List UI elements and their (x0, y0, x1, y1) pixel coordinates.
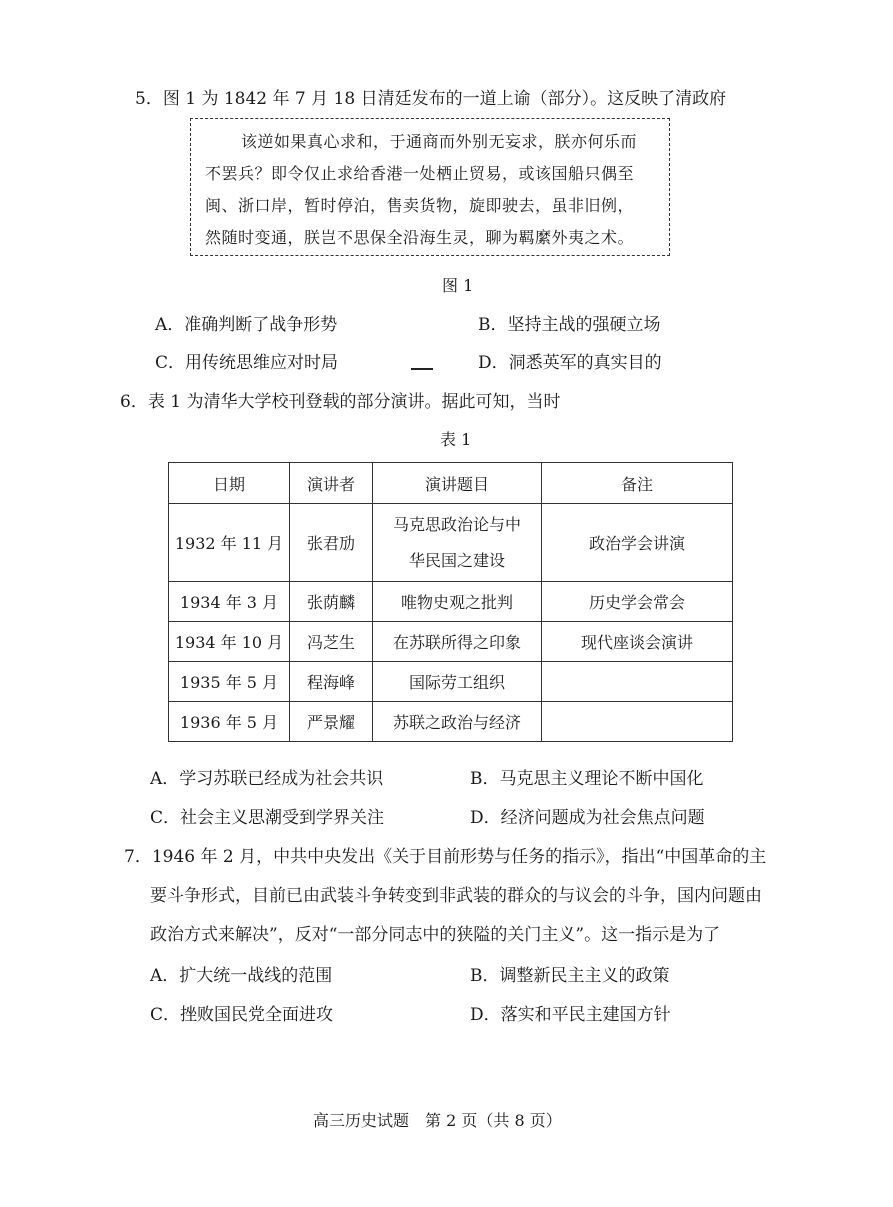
quote-line-1: 该逆如果真心求和，于通商而外别无妄求，朕亦何乐而 (241, 132, 638, 151)
q6-stem: 6．表 1 为清华大学校刊登载的部分演讲。据此可知，当时 (120, 392, 561, 412)
cell-note: 历史学会常会 (542, 582, 733, 622)
cell-title-line-1: 马克思政治论与中 (392, 514, 521, 534)
q6-option-a[interactable]: A．学习苏联已经成为社会共识 (150, 769, 384, 789)
q6-option-c[interactable]: C．社会主义思潮受到学界关注 (150, 808, 385, 828)
table-caption: 表 1 (440, 430, 472, 449)
cell-title (373, 504, 542, 582)
cell-note (542, 702, 733, 742)
quote-line-2: 不罢兵？即令仅止求给香港一处栖止贸易，或该国船只偶至 (205, 164, 635, 183)
cell-date: 1935 年 5 月 (169, 662, 290, 702)
header-title: 演讲题目 (373, 463, 542, 504)
q7-option-b[interactable]: B．调整新民主主义的政策 (470, 966, 670, 986)
quote-line-4: 然随时变通，朕岂不思保全沿海生灵，聊为羁縻外夷之术。 (205, 228, 635, 247)
q5-stem: 5．图 1 为 1842 年 7 月 18 日清廷发布的一道上谕（部分）。这反映了清政府 (135, 89, 727, 109)
header-date: 日期 (169, 463, 290, 504)
cell-speaker: 冯芝生 (290, 622, 373, 662)
q5-option-c[interactable]: C．用传统思维应对时局 (155, 353, 339, 373)
cell-date: 1932 年 11 月 (169, 504, 290, 582)
cell-date: 1934 年 3 月 (169, 582, 290, 622)
speech-table (168, 462, 733, 742)
table-row (169, 582, 733, 622)
cell-title: 在苏联所得之印象 (373, 622, 542, 662)
q7-stem-line-1: 7．1946 年 2 月，中共中央发出《关于目前形势与任务的指示》，指出“中国革命的主 (124, 847, 767, 867)
table-row (169, 504, 733, 582)
cell-speaker: 张荫麟 (290, 582, 373, 622)
page-footer: 高三历史试题 第 2 页（共 8 页） (313, 1111, 562, 1130)
cell-date: 1934 年 10 月 (169, 622, 290, 662)
table-row (169, 622, 733, 662)
cell-title-line-2: 华民国之建设 (408, 550, 505, 570)
q5-option-a[interactable]: A．准确判断了战争形势 (155, 315, 338, 335)
cell-speaker: 张君劢 (290, 504, 373, 582)
header-note: 备注 (542, 463, 733, 504)
cell-title: 唯物史观之批判 (373, 582, 542, 622)
cell-note (542, 662, 733, 702)
table-row (169, 662, 733, 702)
q5-option-b[interactable]: B．坚持主战的强硬立场 (478, 315, 661, 335)
quote-line-3: 闽、浙口岸，暂时停泊，售卖货物，旋即驶去，虽非旧例， (205, 196, 635, 215)
stray-mark (411, 368, 433, 370)
cell-speaker: 程海峰 (290, 662, 373, 702)
edict-quote-box (190, 118, 670, 256)
cell-title: 国际劳工组织 (373, 662, 542, 702)
cell-note: 现代座谈会演讲 (542, 622, 733, 662)
table-header-row (169, 463, 733, 504)
cell-title: 苏联之政治与经济 (373, 702, 542, 742)
header-speaker: 演讲者 (290, 463, 373, 504)
q6-option-b[interactable]: B．马克思主义理论不断中国化 (470, 769, 704, 789)
table-row (169, 702, 733, 742)
figure-caption: 图 1 (442, 276, 474, 295)
q5-option-d[interactable]: D．洞悉英军的真实目的 (478, 353, 662, 373)
q7-stem-line-2: 要斗争形式，目前已由武装斗争转变到非武装的群众的与议会的斗争，国内问题由 (150, 886, 762, 906)
q7-option-a[interactable]: A．扩大统一战线的范围 (150, 966, 333, 986)
q7-stem-line-3: 政治方式来解决”，反对“一部分同志中的狭隘的关门主义”。这一指示是为了 (150, 925, 721, 945)
q7-option-c[interactable]: C．挫败国民党全面进攻 (150, 1005, 334, 1025)
cell-note: 政治学会讲演 (542, 504, 733, 582)
cell-speaker: 严景耀 (290, 702, 373, 742)
cell-date: 1936 年 5 月 (169, 702, 290, 742)
q6-option-d[interactable]: D．经济问题成为社会焦点问题 (470, 808, 705, 828)
q7-option-d[interactable]: D．落实和平民主建国方针 (470, 1005, 671, 1025)
